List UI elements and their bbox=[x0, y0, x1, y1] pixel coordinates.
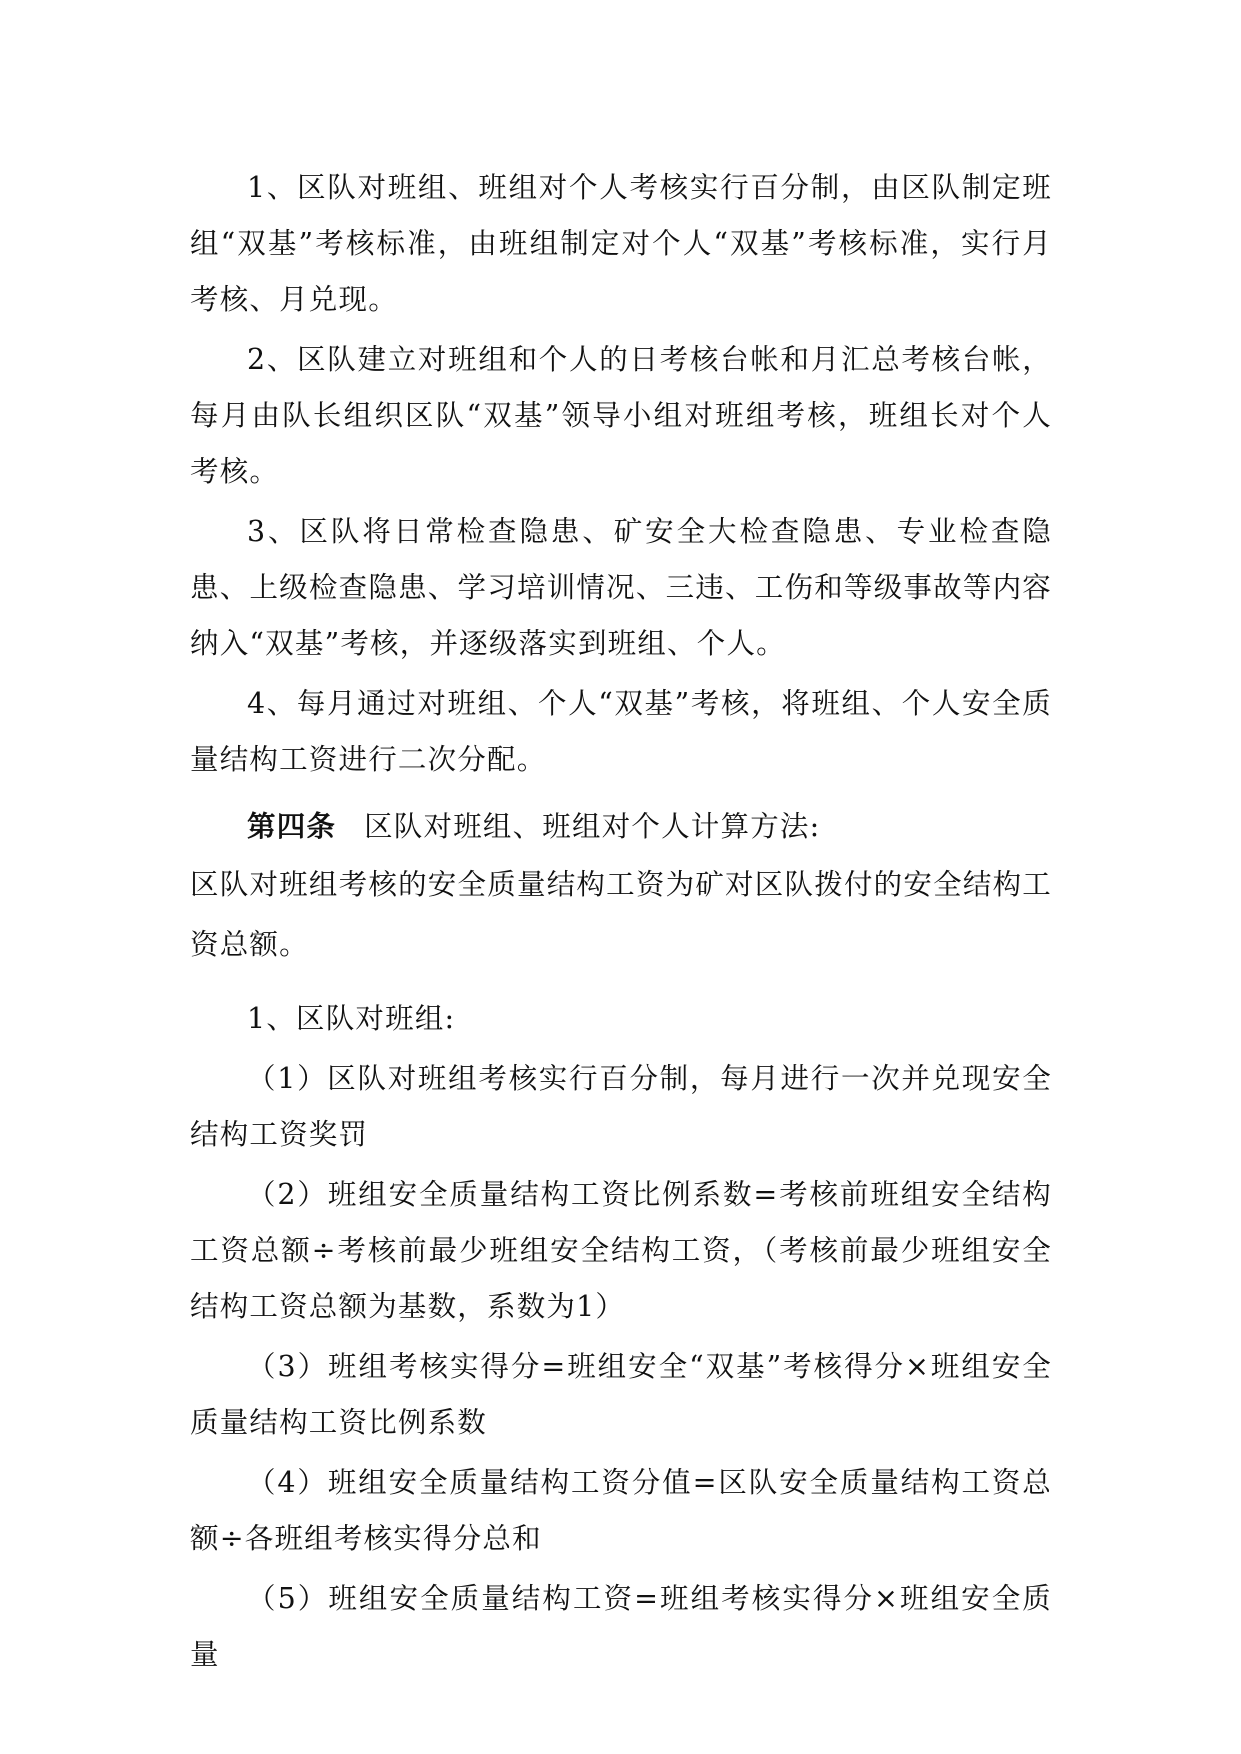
paragraph-3: 3、区队将日常检查隐患、矿安全大检查隐患、专业检查隐患、上级检查隐患、学习培训情况、三违、工伤和等级事故等内容纳入“双基”考核，并逐级落实到班组、个人。 bbox=[190, 515, 1052, 660]
calc-item-2: （2）班组安全质量结构工资比例系数=考核前班组安全结构工资总额÷考核前最少班组安全结构工资，（考核前最少班组安全结构工资总额为基数，系数为1） bbox=[190, 1178, 1052, 1323]
paragraph-2: 2、区队建立对班组和个人的日考核台帐和月汇总考核台帐，每月由队长组织区队“双基”领导小组对班组考核，班组长对个人考核。 bbox=[190, 343, 1052, 488]
article-four bbox=[190, 798, 1052, 855]
calc-item-3: （3）班组考核实得分=班组安全“双基”考核得分×班组安全质量结构工资比例系数 bbox=[190, 1350, 1052, 1439]
calc-item-4: （4）班组安全质量结构工资分值=区队安全质量结构工资总额÷各班组考核实得分总和 bbox=[190, 1466, 1052, 1555]
paragraph-1: 1、区队对班组、班组对个人考核实行百分制，由区队制定班组“双基”考核标准，由班组制定对个人“双基”考核标准，实行月考核、月兑现。 bbox=[190, 171, 1052, 316]
section-heading: 1、区队对班组: bbox=[247, 1002, 456, 1035]
document-body bbox=[190, 160, 1052, 1683]
calc-item-5: （5）班组安全质量结构工资=班组考核实得分×班组安全质量 bbox=[190, 1582, 1052, 1671]
article-text: 区队对班组、班组对个人计算方法: bbox=[364, 810, 821, 843]
article-intro: 区队对班组考核的安全质量结构工资为矿对区队拨付的安全结构工资总额。 bbox=[190, 868, 1052, 961]
calc-item-1: （1）区队对班组考核实行百分制，每月进行一次并兑现安全结构工资奖罚 bbox=[190, 1062, 1052, 1151]
article-label: 第四条 bbox=[247, 809, 337, 843]
paragraph-4: 4、每月通过对班组、个人“双基”考核，将班组、个人安全质量结构工资进行二次分配。 bbox=[190, 687, 1052, 776]
